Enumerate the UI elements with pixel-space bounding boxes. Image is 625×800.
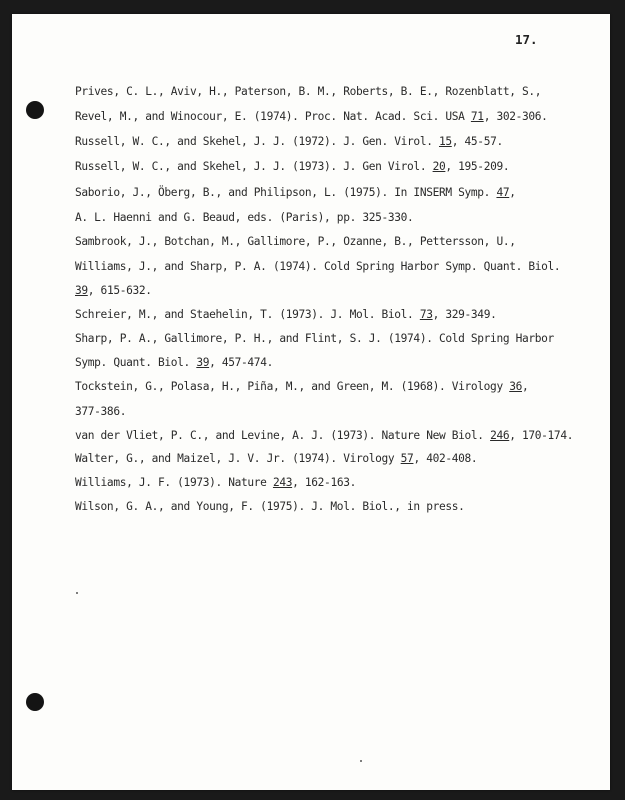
volume-number: 39 bbox=[75, 284, 88, 297]
reference-text: Revel, M., and Winocour, E. (1974). Proc. Nat. Acad. Sci. USA bbox=[75, 110, 471, 123]
paper-speck bbox=[76, 592, 78, 594]
reference-text: Russell, W. C., and Skehel, J. J. (1973). J. Gen Virol. bbox=[75, 160, 433, 173]
punch-hole bbox=[26, 693, 44, 711]
reference-text: , bbox=[509, 186, 516, 199]
volume-number: 243 bbox=[272, 476, 293, 489]
reference-text: Sambrook, J., Botchan, M., Gallimore, P., Ozanne, B., Pettersson, U., bbox=[75, 235, 516, 248]
punch-hole bbox=[26, 101, 44, 119]
paper-speck bbox=[360, 760, 362, 762]
reference-text: 377-386. bbox=[75, 405, 127, 418]
reference-text: Schreier, M., and Staehelin, T. (1973). J. Mol. Biol. bbox=[75, 308, 420, 321]
reference-line bbox=[75, 284, 152, 297]
reference-text: Tockstein, G., Polasa, H., Piña, M., and Green, M. (1968). Virology bbox=[75, 380, 510, 393]
reference-line bbox=[75, 429, 573, 442]
reference-line bbox=[75, 405, 126, 418]
reference-text: , 302-306. bbox=[483, 110, 548, 123]
reference-text: Wilson, G. A., and Young, F. (1975). J. Mol. Biol., in press. bbox=[75, 500, 465, 513]
reference-text: , 457-474. bbox=[209, 356, 273, 369]
volume-number: 73 bbox=[419, 308, 433, 321]
volume-number: 246 bbox=[490, 429, 510, 442]
volume-number: 57 bbox=[400, 452, 414, 465]
reference-text: , 615-632. bbox=[87, 284, 152, 297]
volume-number: 39 bbox=[196, 356, 210, 369]
reference-text: Russell, W. C., and Skehel, J. J. (1972). J. Gen. Virol. bbox=[75, 135, 439, 148]
volume-number: 20 bbox=[432, 160, 446, 173]
volume-number: 36 bbox=[509, 380, 522, 393]
reference-line bbox=[75, 380, 528, 393]
reference-line bbox=[75, 211, 413, 224]
reference-line bbox=[75, 135, 503, 148]
reference-line bbox=[75, 356, 273, 369]
reference-text: , 45-57. bbox=[451, 135, 503, 148]
reference-line bbox=[75, 110, 548, 123]
volume-number: 47 bbox=[496, 186, 510, 199]
reference-text: , 329-349. bbox=[432, 308, 497, 321]
reference-text: , bbox=[522, 380, 529, 393]
reference-text: Sharp, P. A., Gallimore, P. H., and Flint, S. J. (1974). Cold Spring Harbor bbox=[75, 332, 554, 345]
reference-line bbox=[75, 452, 477, 465]
reference-line bbox=[75, 160, 509, 173]
reference-line bbox=[75, 308, 496, 321]
reference-line bbox=[75, 186, 516, 199]
reference-text: Symp. Quant. Biol. bbox=[75, 356, 197, 369]
volume-number: 71 bbox=[470, 110, 484, 123]
reference-text: Walter, G., and Maizel, J. V. Jr. (1974). Virology bbox=[75, 452, 401, 465]
reference-line bbox=[75, 500, 465, 513]
reference-text: , 162-163. bbox=[292, 476, 356, 489]
document-page bbox=[12, 14, 610, 790]
volume-number: 15 bbox=[438, 135, 452, 148]
reference-line bbox=[75, 85, 541, 98]
reference-text: , 170-174. bbox=[509, 429, 574, 442]
reference-line bbox=[75, 332, 554, 345]
reference-text: , 402-408. bbox=[413, 452, 478, 465]
reference-line bbox=[75, 476, 356, 489]
reference-text: Saborio, J., Öberg, B., and Philipson, L. (1975). In INSERM Symp. bbox=[75, 186, 497, 199]
reference-text: Prives, C. L., Aviv, H., Paterson, B. M., Roberts, B. E., Rozenblatt, S., bbox=[75, 85, 542, 98]
reference-text: , 195-209. bbox=[445, 160, 510, 173]
reference-line bbox=[75, 235, 516, 248]
page-number: 17. bbox=[515, 32, 538, 47]
reference-text: van der Vliet, P. C., and Levine, A. J. (1973). Nature New Biol. bbox=[75, 429, 491, 442]
reference-text: Williams, J. F. (1973). Nature bbox=[75, 476, 273, 489]
reference-text: A. L. Haenni and G. Beaud, eds. (Paris), pp. 325-330. bbox=[75, 211, 414, 224]
reference-text: Williams, J., and Sharp, P. A. (1974). Cold Spring Harbor Symp. Quant. Biol. bbox=[75, 260, 561, 273]
reference-line bbox=[75, 260, 560, 273]
